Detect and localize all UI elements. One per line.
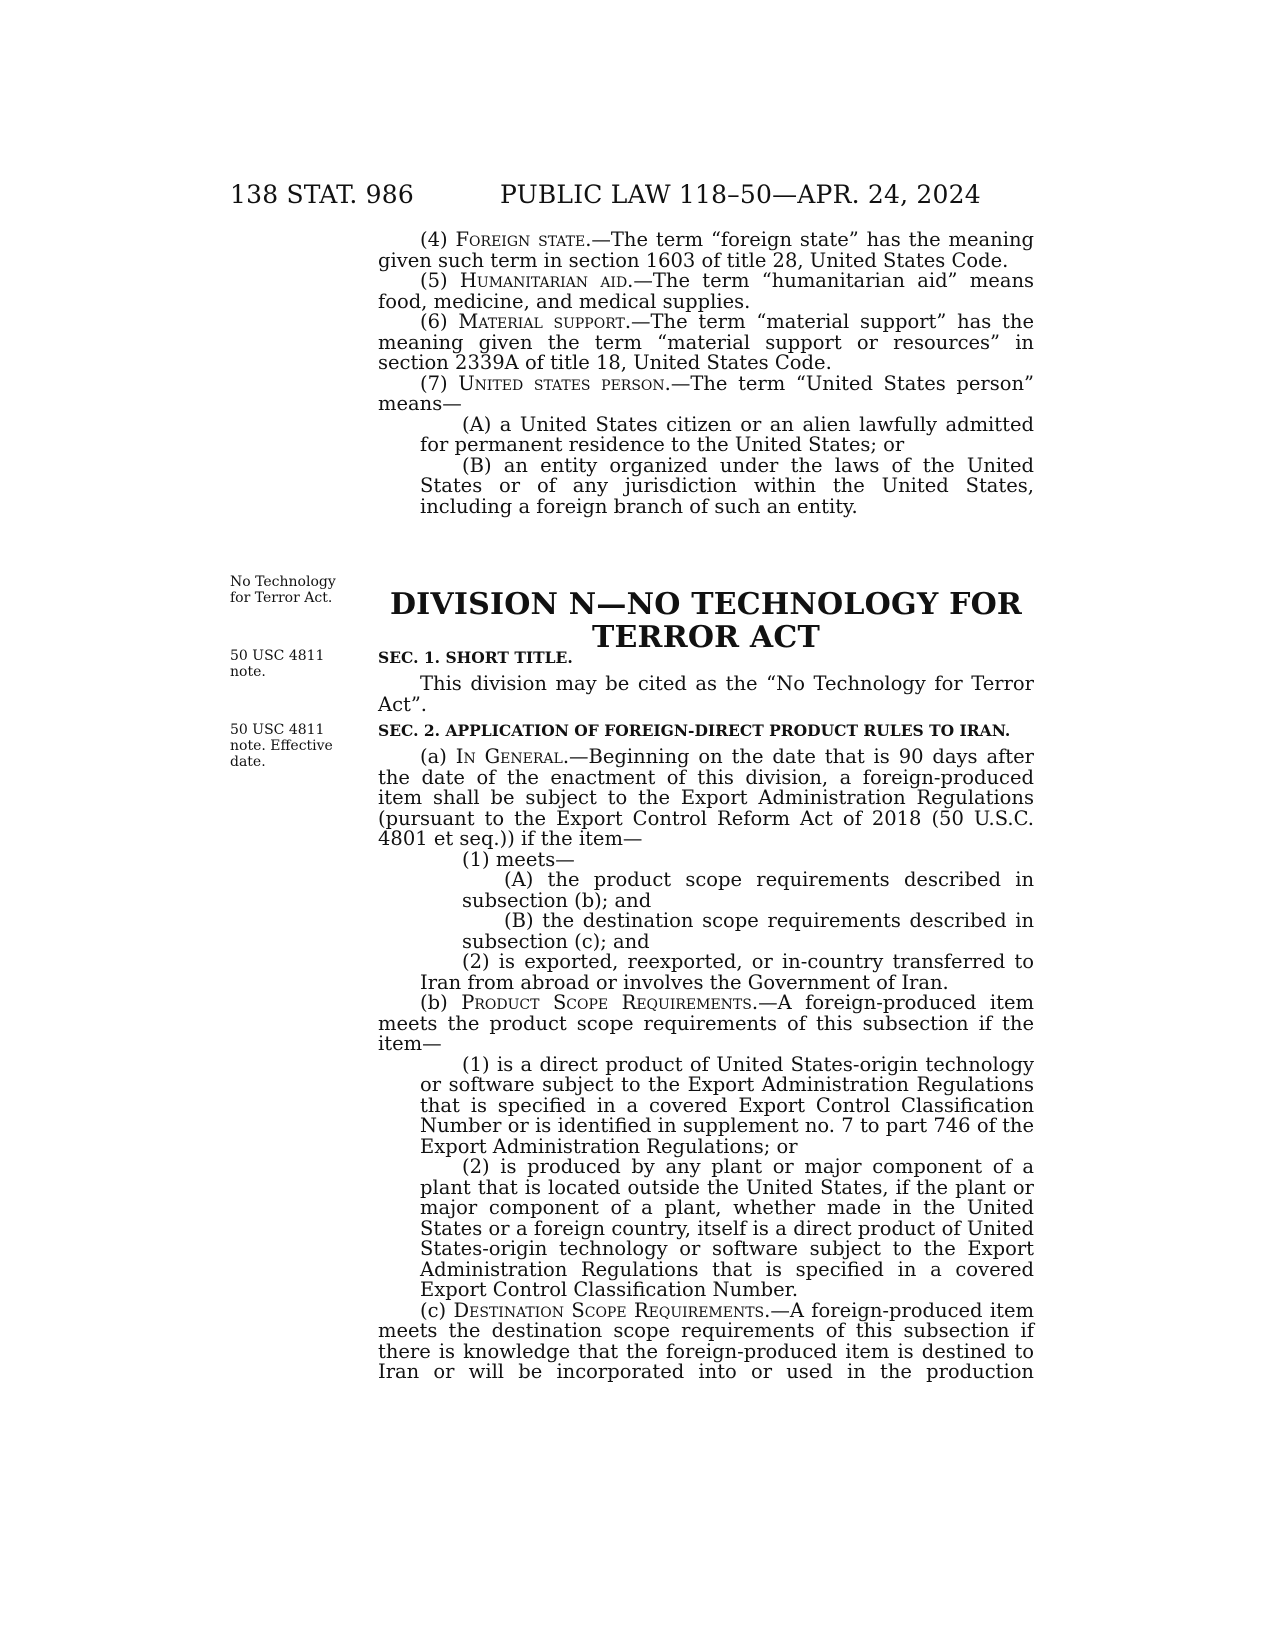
definition-term: United states person. [458, 371, 671, 395]
definition-term: Foreign state. [455, 228, 592, 251]
definition-term: Material support. [458, 310, 632, 333]
person-item-b: (B) an entity organized under the laws of the United States or of any jurisdiction within the United States, including a foreign branch of such an entity. [420, 453, 1034, 518]
short-title-text: This division may be cited as the “No Technology for Terror Act”. [378, 672, 1034, 716]
subsection-term: Product Scope Requirements. [461, 991, 759, 1014]
definition-7: (7) United states person.—The term “United States person” means— [378, 371, 1034, 415]
margin-note-sec1: 50 USC 4811 note. [230, 648, 325, 680]
margin-note-act: No Technology for Terror Act. [230, 574, 336, 606]
division-heading-line2: TERROR ACT [591, 620, 821, 655]
definition-term: Humanitarian aid. [459, 269, 634, 292]
statute-page-number: 138 STAT. 986 [230, 180, 414, 209]
section-1-body [378, 674, 1034, 715]
section-2-body [378, 747, 1034, 1383]
division-heading [378, 588, 1034, 654]
paragraph-b1: (1) is a direct product of United States-origin technology or software subject to the Export Administration Regulations that is specified in a covered Export Control Classification Number or is identified in supplement no. 7 to part 746 of the Export Administration Regulations; or [420, 1052, 1034, 1158]
subparagraph-a1A: (A) the product scope requirements described in subsection (b); and [462, 868, 1034, 912]
section-2-heading: SEC. 2. APPLICATION OF FOREIGN-DIRECT PRODUCT RULES TO IRAN. [378, 721, 1011, 740]
definitions-block [378, 230, 1034, 517]
subsection-term: In General. [455, 745, 570, 768]
paragraph-b2: (2) is produced by any plant or major component of a plant that is located outside the United States, if the plant or major component of a plant, whether made in the United States or a foreign country, itself is a direct product of United States-origin technology or software subject to the Export Administration Regulations that is specified in a covered Export Control Classification Number. [420, 1155, 1034, 1301]
division-heading-line1: DIVISION N—NO TECHNOLOGY FOR [389, 587, 1023, 622]
section-1-heading: SEC. 1. SHORT TITLE. [378, 648, 573, 667]
margin-note-sec2: 50 USC 4811 note. Effective date. [230, 722, 333, 770]
person-item-a: (A) a United States citizen or an alien lawfully admitted for permanent residence to the United States; or [420, 412, 1034, 456]
subsection-a: (a) In General.—Beginning on the date that is 90 days after the date of the enactment of this division, a foreign-produced item shall be subject to the Export Administration Regulations (pursuant to the Export Control Reform Act of 2018 (50 U.S.C. 4801 et seq.)) if the item— [378, 745, 1034, 850]
definition-4: (4) Foreign state.—The term “foreign state” has the meaning given such term in section 1603 of title 28, United States Code. [378, 228, 1034, 272]
subsection-term: Destination Scope Requirements. [453, 1298, 771, 1322]
public-law-header: PUBLIC LAW 118–50—APR. 24, 2024 [500, 180, 981, 209]
paragraph-a2: (2) is exported, reexported, or in-country transferred to Iran from abroad or involves the Government of Iran. [420, 950, 1034, 994]
subsection-c: (c) Destination Scope Requirements.—A foreign-produced item meets the destination scope requirements of this subsection if there is knowledge that the foreign-produced item is destined to Iran or will be incorporated into or used in the production [378, 1298, 1034, 1383]
subparagraph-a1B: (B) the destination scope requirements described in subsection (c); and [462, 909, 1034, 953]
definition-6: (6) Material support.—The term “material support” has the meaning given the term “material support or resources” in section 2339A of title 18, United States Code. [378, 310, 1034, 374]
definition-5: (5) Humanitarian aid.—The term “humanitarian aid” means food, medicine, and medical supplies. [378, 269, 1035, 313]
paragraph-a1: (1) meets— [462, 847, 575, 871]
subsection-b: (b) Product Scope Requirements.—A foreign-produced item meets the product scope requirements of this subsection if the item— [378, 991, 1034, 1055]
